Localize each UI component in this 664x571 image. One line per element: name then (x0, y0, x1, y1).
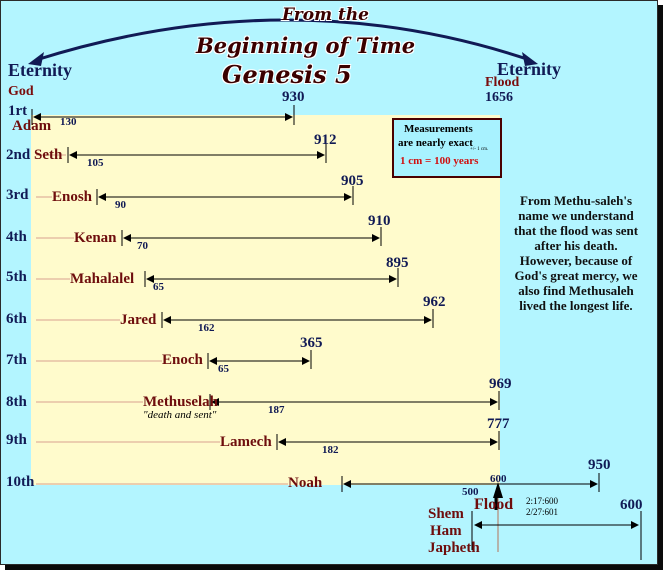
son-japheth: Japheth (428, 540, 480, 556)
seth-begat-age: 105 (87, 157, 104, 169)
title-line-2: Beginning of Time (196, 33, 416, 58)
ordinal-8: 8th (6, 394, 27, 410)
methuselah-note: From Methu-saleh's name we understand that the flood was sent after his death. However, because of God's great mercy, we also find Methusaleh lived the longest life. (513, 193, 639, 313)
flood-header: Flood (485, 75, 520, 90)
name-enoch: Enoch (162, 352, 203, 368)
noah-begat-age: 500 (462, 486, 479, 498)
name-noah: Noah (288, 475, 323, 491)
flood-label: Flood (474, 496, 514, 513)
legend-line-2: are nearly exact (398, 137, 473, 149)
title-line-1: From the (282, 5, 370, 25)
ordinal-9: 9th (6, 432, 27, 448)
kenan-begat-age: 70 (137, 240, 148, 252)
right-eternity: Eternity (497, 59, 561, 79)
methuselah-meaning: "death and sent" (143, 409, 217, 421)
enosh-death-age: 905 (341, 173, 364, 189)
son-ham: Ham (430, 523, 462, 539)
legend-line-1: Measurements (404, 123, 473, 135)
enoch-begat-age: 65 (218, 363, 229, 375)
flood-year: 1656 (485, 90, 513, 105)
sons-span-label: 600 (620, 497, 643, 513)
enoch-death-age: 365 (300, 335, 323, 351)
ordinal-2: 2nd (6, 147, 31, 163)
kenan-death-age: 910 (368, 213, 391, 229)
flood-date-2: 2/27:601 (526, 507, 559, 517)
noah-flood-age: 600 (490, 473, 507, 485)
jared-death-age: 962 (423, 294, 446, 310)
name-kenan: Kenan (74, 230, 117, 246)
legend-scale: 1 cm = 100 years (400, 155, 479, 167)
name-adam: Adam (12, 118, 52, 134)
name-seth: Seth (34, 147, 63, 163)
name-mahalalel: Mahalalel (70, 271, 135, 287)
methuselah-death-age: 969 (489, 376, 512, 392)
adam-begat-age: 130 (60, 116, 77, 128)
name-jared: Jared (120, 312, 157, 328)
ordinal-7: 7th (6, 352, 27, 368)
adam-death-age: 930 (282, 89, 305, 105)
ordinal-10: 10th (6, 474, 35, 490)
seth-death-age: 912 (314, 132, 337, 148)
left-eternity: Eternity (8, 60, 72, 80)
methuselah-begat-age: 187 (268, 404, 285, 416)
ordinal-6: 6th (6, 311, 27, 327)
god-label: God (8, 84, 34, 99)
jared-begat-age: 162 (198, 322, 215, 334)
mahalalel-begat-age: 65 (153, 281, 164, 293)
flood-date-1: 2:17:600 (526, 496, 559, 506)
son-shem: Shem (428, 506, 464, 522)
mahalalel-death-age: 895 (386, 255, 409, 271)
measurement-legend (392, 118, 502, 178)
ordinal-1: 1rt (8, 103, 28, 119)
ordinal-3: 3rd (6, 187, 29, 203)
name-enosh: Enosh (52, 189, 93, 205)
ordinal-5: 5th (6, 269, 27, 285)
ordinal-4: 4th (6, 229, 27, 245)
legend-tiny: +/- 1 cm. (470, 147, 489, 152)
name-methuselah: Methuselah (143, 394, 218, 410)
lamech-death-age: 777 (487, 416, 510, 432)
noah-death-age: 950 (588, 457, 611, 473)
title-line-3: Genesis 5 (222, 60, 352, 89)
name-lamech: Lamech (220, 434, 272, 450)
enosh-begat-age: 90 (115, 199, 126, 211)
lamech-begat-age: 182 (322, 444, 339, 456)
